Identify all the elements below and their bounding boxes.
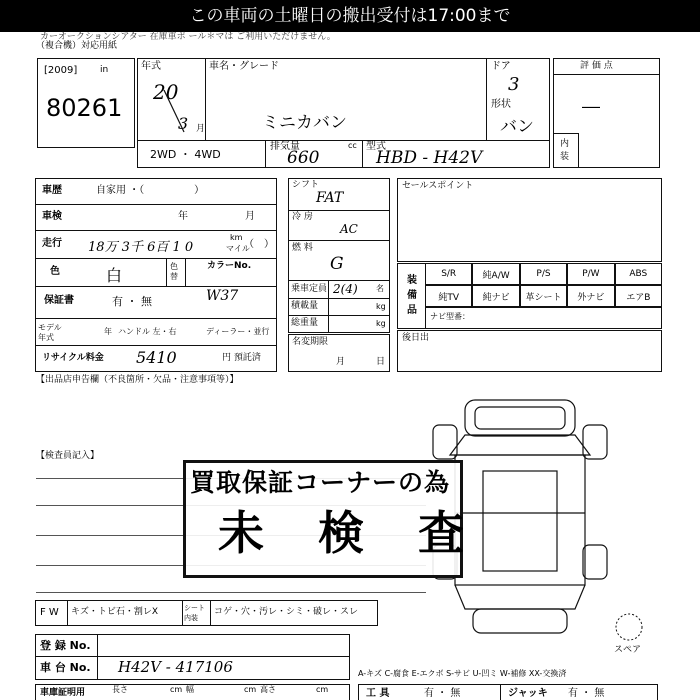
equipment-item: 革シート: [520, 285, 567, 307]
capacity-value: 2(4): [333, 282, 358, 296]
capacity-unit: 名: [376, 284, 384, 293]
model-year-handle: ハンドル 左・右: [118, 327, 177, 336]
inspection-year-unit: 年: [178, 211, 188, 222]
equipment-item: 純TV: [425, 285, 472, 307]
color-label: 色: [50, 266, 60, 277]
seat-label: シート内装: [184, 604, 205, 622]
certificate-unit-2: cm: [244, 685, 257, 694]
equipment-item: 外ナビ: [567, 285, 614, 307]
store-note-label: 【出品店申告欄（不良箇所・欠品・注意事項等）】: [36, 375, 239, 385]
equipment-item: P/W: [567, 263, 614, 285]
stamp-line1: 買取保証コーナーの為: [190, 468, 451, 497]
registration-label: 登 録 No.: [40, 639, 91, 652]
color-code-value: W37: [206, 288, 239, 304]
inspector-label: 【検査員記入】: [36, 451, 100, 461]
lot-tag: [2009]: [44, 65, 78, 76]
displacement-unit: cc: [348, 141, 357, 150]
shift-value: FAT: [316, 190, 344, 206]
ac-label: 冷 房: [292, 212, 313, 222]
year-slash: [160, 88, 190, 134]
post-note-label: 後日出: [402, 333, 430, 343]
spare-tire-icon: [614, 612, 644, 642]
name-value: ミニカバン: [262, 113, 347, 133]
mileage-value: 18万 3千 6百 1 0: [88, 240, 194, 255]
lot-suffix: in: [100, 65, 109, 75]
color-value: 白: [106, 266, 123, 285]
history-label: 車歴: [42, 185, 62, 196]
color-change-label: 色替: [170, 262, 178, 281]
damage-legend: A-キズ C-腐食 E-エクボ S-サビ U-凹ミ W-補修 XX-交換済: [358, 669, 567, 678]
name-change-label: 名変期限: [292, 337, 329, 347]
stamp-line2: 未 検 査: [218, 506, 468, 560]
score-label: 評 価 点: [580, 61, 613, 71]
name-label: 車名・グレード: [209, 61, 279, 72]
name-change-month: 月: [336, 357, 346, 367]
equipment-item: ABS: [615, 263, 662, 285]
equipment-item: S/R: [425, 263, 472, 285]
color-code-label: カラーNo.: [207, 261, 252, 271]
body-type-value: バン: [500, 117, 534, 137]
gross-label: 総重量: [291, 318, 319, 328]
navi-label: ナビ型番：: [430, 312, 470, 321]
displacement-label: 排気量: [270, 141, 300, 152]
chassis-label: 車 台 No.: [40, 661, 91, 674]
body-type-label: 形状: [491, 99, 511, 110]
ac-value: AC: [340, 222, 358, 236]
inspection-label: 車検: [42, 211, 62, 222]
year-month-unit: 月: [196, 124, 206, 134]
model-year-dealer: ディーラー・並行: [206, 327, 270, 336]
equipment-item: エアB: [615, 285, 662, 307]
load-label: 積載量: [291, 301, 319, 311]
recycle-label: リサイクル料金: [42, 353, 104, 363]
top-note-line1: カーオークションシアター 在庫車ポ ール＊マは ご利用いただけません。: [40, 32, 336, 42]
mileage-unit-mile: マイル: [226, 244, 250, 253]
score-value: ―: [582, 96, 600, 117]
recycle-unit: 円 預託済: [222, 353, 261, 363]
interior-label: 内装: [560, 139, 570, 162]
model-year-label: モデル年式: [38, 323, 62, 342]
model-label: 型式: [366, 141, 386, 152]
tools-label: 工 具: [366, 688, 390, 699]
certificate-unit-1: cm: [170, 685, 183, 694]
chassis-value: H42V - 417106: [118, 658, 233, 676]
equipment-label: 装備品: [407, 275, 417, 316]
mileage-label: 走行: [42, 238, 62, 249]
top-note-line2: （複合機）対応用紙: [36, 41, 118, 51]
jack-label: ジャッキ: [508, 688, 548, 699]
fw-value: キズ・トビ石・割レX: [71, 607, 158, 617]
warranty-label: 保証書: [44, 295, 74, 306]
doors-value: 3: [508, 74, 520, 95]
fuel-label: 燃 料: [292, 243, 313, 253]
inspection-month-unit: 月: [245, 211, 255, 222]
seat-value: コゲ・穴・汚レ・シミ・破レ・スレ: [214, 607, 359, 617]
tools-value: 有 ・ 無: [424, 688, 461, 699]
certificate-width: 幅: [186, 685, 194, 694]
spare-label: スペア: [614, 645, 642, 655]
equipment-item: 純ナビ: [472, 285, 519, 307]
doors-label: ドア: [491, 61, 511, 72]
jack-value: 有 ・ 無: [568, 688, 605, 699]
post-note-box: [397, 330, 662, 372]
model-value: HBD - H42V: [376, 148, 483, 168]
mileage-unit-km: km: [230, 233, 243, 242]
capacity-label: 乗車定員: [291, 284, 328, 294]
drive-label: 2WD ・ 4WD: [150, 148, 221, 161]
warranty-value: 有 ・ 無: [112, 295, 152, 308]
load-unit: kg: [376, 302, 386, 311]
equipment-item: P/S: [520, 263, 567, 285]
name-change-day: 日: [376, 357, 386, 367]
year-month: 3: [178, 114, 189, 133]
sales-point-label: セールスポイント: [402, 181, 474, 191]
history-value: 自家用 ・（ ）: [96, 185, 205, 196]
model-year-unit: 年: [104, 327, 112, 336]
fuel-value: G: [330, 254, 344, 274]
certificate-label: 車庫証明用: [40, 688, 86, 698]
banner-text: この車両の土曜日の搬出受付は17:00まで: [189, 6, 511, 26]
shift-label: シフト: [292, 180, 320, 190]
recycle-value: 5410: [136, 348, 177, 367]
fw-label: F W: [40, 607, 59, 618]
displacement-value: 660: [287, 148, 320, 168]
year-label: 年式: [141, 61, 161, 72]
mileage-bracket: （ ）: [244, 239, 274, 250]
equipment-item: 純A/W: [472, 263, 519, 285]
certificate-unit-3: cm: [316, 685, 329, 694]
lot-number: 80261: [46, 94, 123, 122]
gross-unit: kg: [376, 319, 386, 328]
certificate-height: 高さ: [260, 685, 276, 694]
certificate-length: 長さ: [112, 685, 128, 694]
history-table: [35, 178, 277, 372]
year-value: 20: [153, 80, 179, 104]
